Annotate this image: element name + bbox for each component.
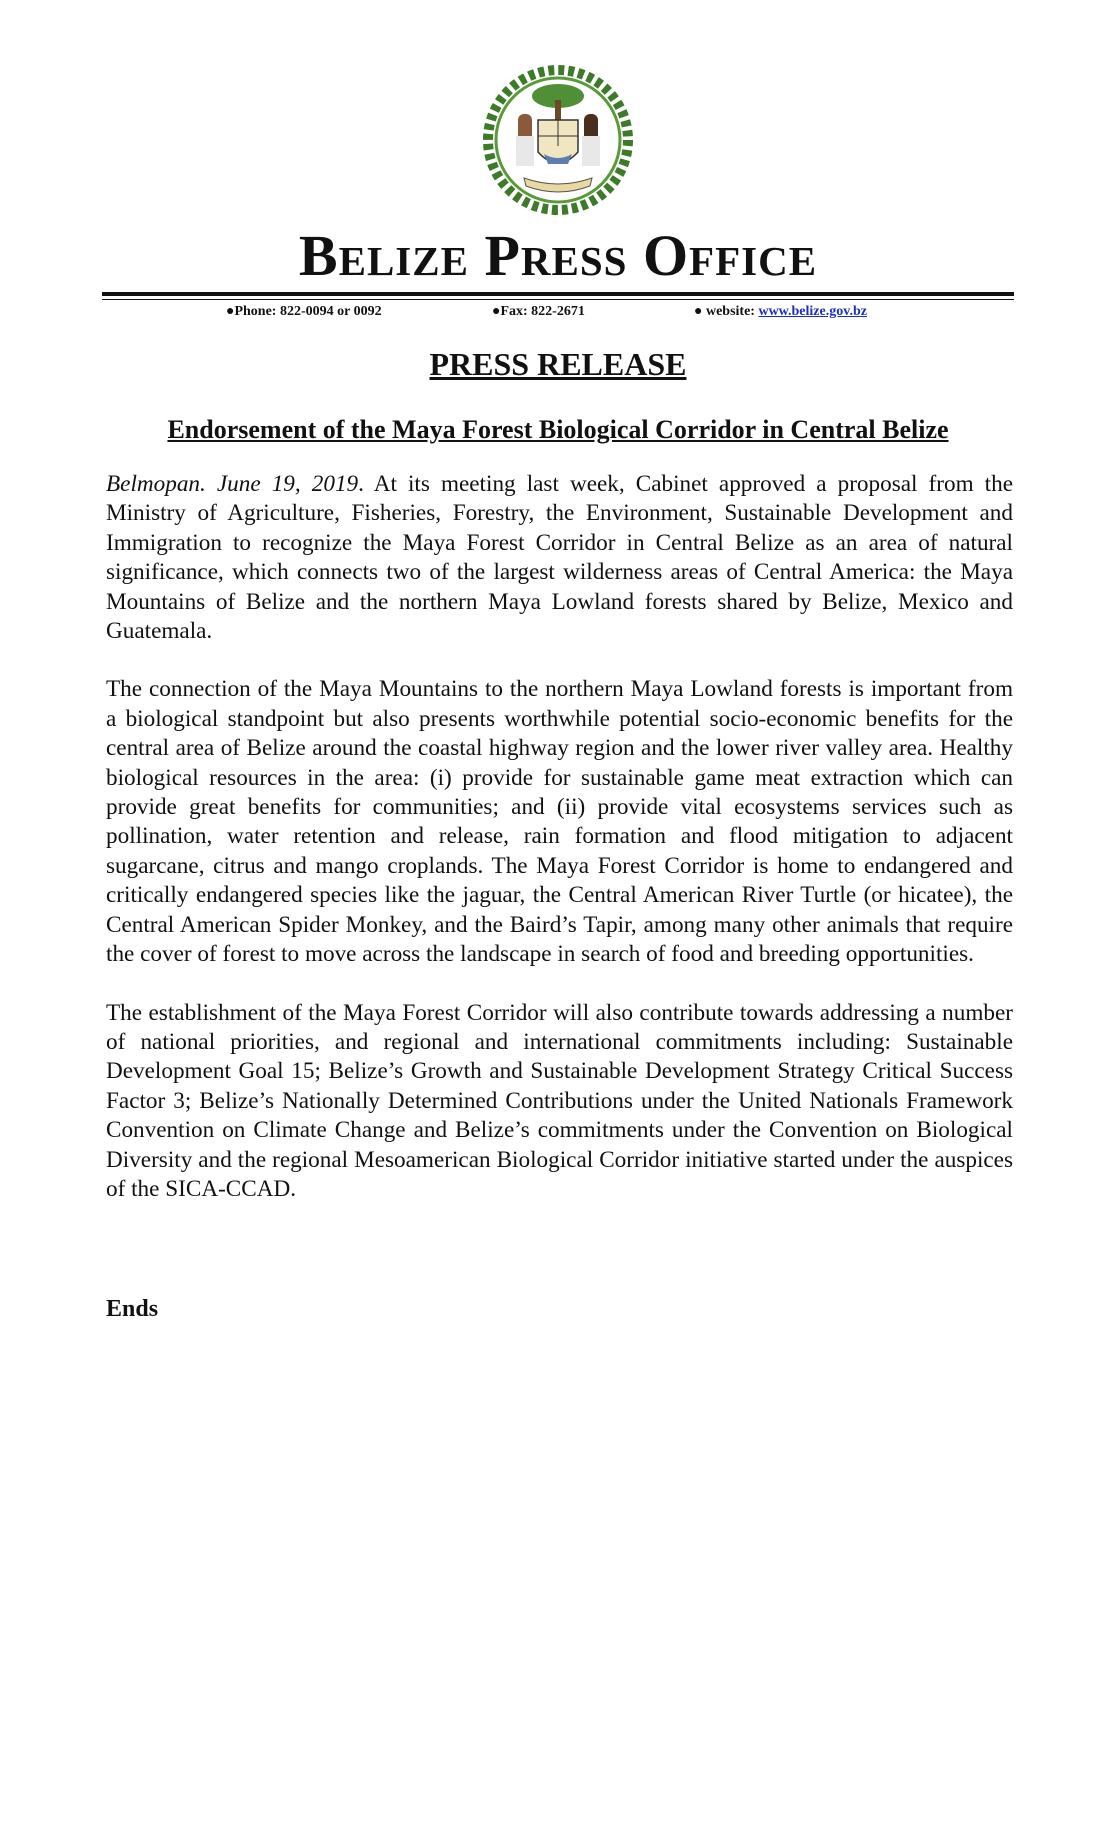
phone-info: ●Phone: 822-0094 or 0092: [226, 304, 382, 319]
website-link[interactable]: www.belize.gov.bz: [758, 304, 867, 319]
closing-ends: Ends: [106, 1296, 159, 1322]
release-body: [106, 470, 1013, 1233]
dateline: Belmopan. June 19, 2019: [106, 471, 359, 497]
paragraph-3: The establishment of the Maya Forest Corridor will also contribute towards addressing a number of national priorities, and regional and international commitments including: Sustainable Development Goal 15; Belize’s Growth and Sustainable Development Strategy Critical Success Factor 3; Belize’s Nationally Determined Contributions under the United Nationals Framework Convention on Climate Change and Belize’s commitments under the Convention on Biological Diversity and the regional Mesoamerican Biological Corridor initiative started under the auspices of the SICA-CCAD.: [106, 999, 1013, 1202]
website-info: [694, 302, 867, 322]
release-headline: Endorsement of the Maya Forest Biological Corridor in Central Belize: [167, 415, 949, 444]
paragraph-2: The connection of the Maya Mountains to the northern Maya Lowland forests is important from a biological standpoint but also presents worthwhile potential socio-economic benefits for the central area of Belize around the coastal highway region and the lower river valley area. Healthy biological resources in the area: (i) provide for sustainable game meat extraction which can provide great benefits for communities; and (ii) provide vital ecosystems services such as pollination, water retention and release, rain formation and flood mitigation to adjacent sugarcane, citrus and mango croplands. The Maya Forest Corridor is home to endangered and critically endangered species like the jaguar, the Central American River Turtle (or hicatee), the Central American Spider Monkey, and the Baird’s Tapir, among many other animals that require the cover of forest to move across the landscape in search of food and breeding opportunities.: [106, 676, 1013, 968]
contact-bar: [102, 302, 1014, 322]
fax-info: ●Fax: 822-2671: [492, 304, 585, 319]
press-release-heading: PRESS RELEASE: [429, 346, 687, 382]
paragraph-1: [106, 470, 1013, 646]
office-title: Belize Press Office: [298, 223, 818, 288]
header-divider-thin: [102, 299, 1014, 300]
belize-coat-of-arms-icon: [480, 62, 636, 218]
header-divider: [102, 292, 1014, 296]
paragraph-1-text: . At its meeting last week, Cabinet approved a proposal from the Ministry of Agriculture, Fisheries, Forestry, the Environment, Sustainable Development and Immigration to recognize the Maya Forest Corridor in Central Belize as an area of natural significance, which connects two of the largest wilderness areas of Central America: the Maya Mountains of Belize and the northern Maya Lowland forests shared by Belize, Mexico and Guatemala.: [106, 471, 1013, 645]
website-label: ● website:: [694, 304, 759, 319]
